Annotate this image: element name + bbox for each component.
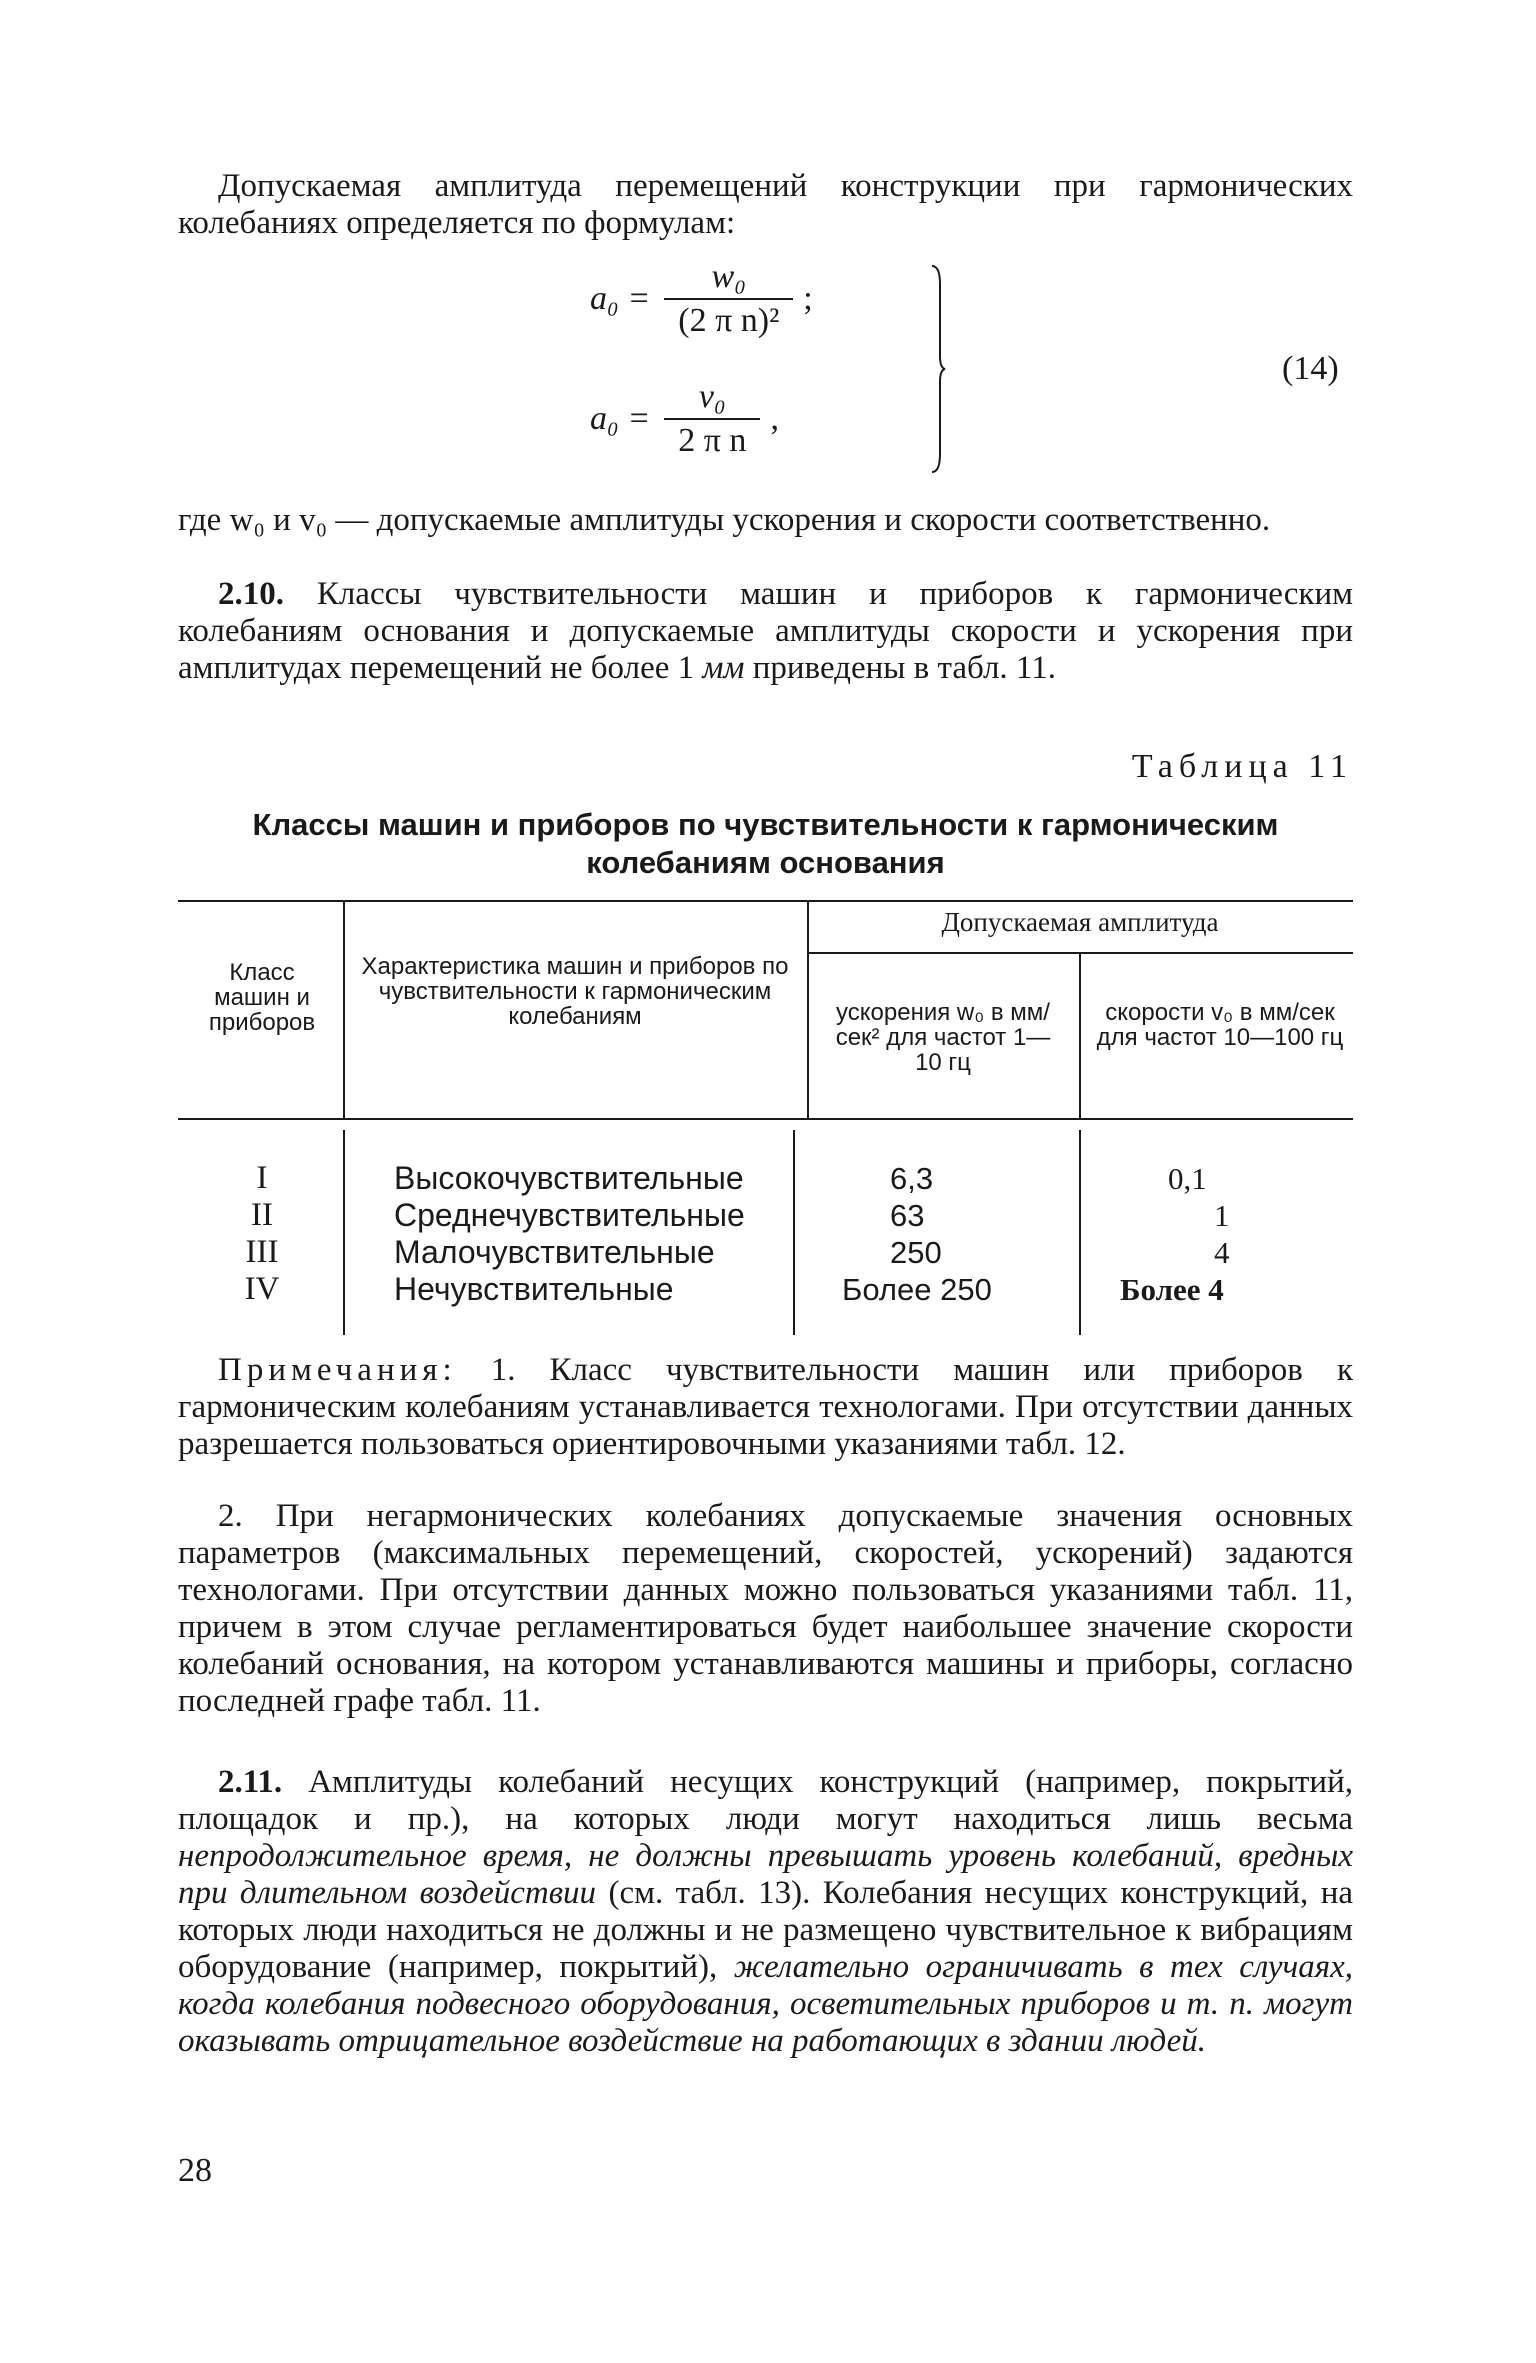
- denominator-1: (2 π n)²: [664, 298, 793, 340]
- intro-paragraph: Допускаемая амплитуда перемещений конструкции при гармонических колебаниях определяется по формулам:: [178, 168, 1353, 241]
- section-2-10-number: 2.10.: [218, 576, 284, 612]
- table-cell-speed: 4: [1214, 1235, 1230, 1270]
- table-cell-description: Малочувствительные: [394, 1234, 715, 1270]
- equation-number: (14): [1282, 350, 1339, 387]
- table-cell-description: Высокочувствительные: [394, 1160, 744, 1196]
- formula-line-2: [590, 378, 779, 460]
- table-cell-speed: 0,1: [1168, 1161, 1207, 1196]
- section-2-11: [178, 1764, 1353, 2060]
- where-paragraph: где w₀ и v₀ — допускаемые амплитуды ускорения и скорости соответственно.: [178, 502, 1271, 538]
- denominator-2: 2 π n: [664, 418, 760, 460]
- table-body-divider-1: [343, 1130, 345, 1335]
- table-col-divider-2: [807, 900, 809, 1118]
- section-2-11-number: 2.11.: [218, 1764, 283, 1800]
- note-2: 2. При негармонических колебаниях допускаемые значения основных параметров (максимальных перемещений, скоростей, ускорений) задаются технологами. При отсутствии данных можно пользоваться указаниями табл. 11, причем в этом случае регламентироваться будет наибольшее значение скорости колебаний основания, на котором устанавливаются машины и приборы, согласно последней графе табл. 11.: [178, 1498, 1353, 1719]
- section-2-10-unit: мм: [702, 650, 745, 686]
- note-1: [178, 1352, 1353, 1463]
- table-cell-class: II: [251, 1197, 273, 1233]
- table-cell-class: IV: [244, 1271, 280, 1307]
- numerator-2: v₀: [698, 378, 726, 415]
- section-2-11-italic-1: непродолжительное время, не должны превышать уровень колебаний, вредных при длительном воздействии: [178, 1838, 1353, 1911]
- description-column: [394, 1160, 745, 1308]
- table-top-rule: [178, 900, 1353, 902]
- table-cell-description: Нечувствительные: [394, 1271, 674, 1307]
- header-speed: скорости v₀ в мм/сек для частот 10—100 гц: [1096, 999, 1344, 1051]
- table-cell-class: III: [245, 1234, 279, 1270]
- table-number: Таблица 11: [1131, 748, 1353, 785]
- table-col-divider-1: [343, 900, 345, 1118]
- section-2-10-text2: приведены в табл. 11.: [744, 650, 1056, 686]
- table-cell-accel: 63: [890, 1198, 925, 1233]
- header-amplitude: Допускаемая амплитуда: [941, 907, 1219, 937]
- notes-label: Примечания:: [218, 1352, 457, 1388]
- formula-sep-1: ;: [803, 280, 813, 317]
- table-body-divider-2: [793, 1130, 795, 1335]
- section-2-11-italic-2: желательно ограничивать в тех случаях, когда колебания подвесного оборудования, осветительных приборов и т. п. могут оказывать отрицательное воздействие на работающих в здании людей.: [178, 1949, 1353, 2059]
- table-body-divider-3: [1079, 1130, 1081, 1335]
- page-number: 28: [178, 2152, 212, 2189]
- formula-14: [560, 258, 1360, 478]
- formula-sep-2: ,: [770, 400, 779, 437]
- header-class: Класс машин и приборов: [208, 959, 316, 1036]
- formula-lhs-1: a₀ =: [590, 280, 651, 317]
- fraction-2: [664, 378, 760, 460]
- note-1-text: 1. Класс чувствительности машин или приборов к гармоническим колебаниям устанавливается технологами. При отсутствии данных разрешается пользоваться ориентировочными указаниями табл. 12.: [178, 1352, 1353, 1462]
- table-title: Классы машин и приборов по чувствительности к гармоническим колебаниям основания: [252, 807, 1279, 880]
- table-cell-speed: Более 4: [1120, 1272, 1224, 1307]
- table-cell-class: I: [256, 1160, 268, 1196]
- header-characteristic: Характеристика машин и приборов по чувствительности к гармоническим колебаниям: [361, 953, 789, 1030]
- table-cell-accel: Более 250: [842, 1272, 992, 1307]
- numerator-1: w₀: [711, 258, 747, 295]
- section-2-11-text-2: (см. табл. 13). Колебания несущих конструкций, на которых люди находиться не должны и не размещено чувствительное к вибрациям оборудование (например, покрытий),: [178, 1875, 1354, 1985]
- accel-column: [842, 1160, 992, 1308]
- table-col-divider-3: [1079, 952, 1081, 1118]
- class-column: [192, 1160, 332, 1308]
- speed-column: [1120, 1160, 1230, 1308]
- formula-line-1: [590, 258, 813, 340]
- fraction-1: [664, 258, 793, 340]
- table-header-rule: [178, 1118, 1353, 1120]
- table-cell-accel: 250: [890, 1235, 942, 1270]
- table-cell-speed: 1: [1214, 1198, 1230, 1233]
- header-accel: ускорения w₀ в мм/сек² для частот 1—10 гц: [835, 999, 1051, 1076]
- table-cell-accel: 6,3: [890, 1161, 934, 1196]
- section-2-11-text-1: Амплитуды колебаний несущих конструкций (например, покрытий, площадок и пр.), на которых люди могут находиться лишь весьма: [178, 1764, 1353, 1837]
- table-cell-description: Среднечувствительные: [394, 1197, 745, 1233]
- section-2-10-text: Классы чувствительности машин и приборов к гармоническим колебаниям основания и допускаемые амплитуды скорости и ускорения при амплитудах перемещений не более 1: [178, 576, 1353, 686]
- section-2-10: [178, 576, 1353, 687]
- right-brace-icon: [930, 264, 946, 474]
- formula-lhs-2: a₀ =: [590, 400, 651, 437]
